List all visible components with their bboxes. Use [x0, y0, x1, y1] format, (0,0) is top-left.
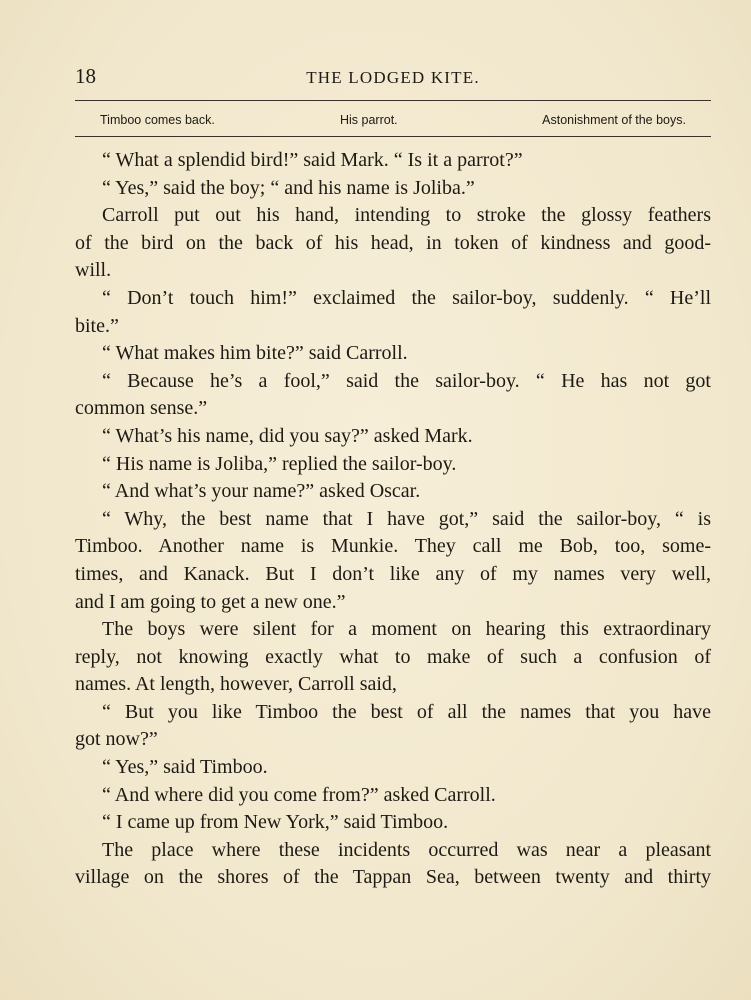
text-line: Timboo. Another name is Munkie. They call me Bob, too, some-: [75, 535, 711, 558]
text-line: “ His name is Joliba,” replied the sailor-boy.: [102, 452, 457, 475]
text-line: times, and Kanack. But I don’t like any of my names very well,: [75, 562, 711, 585]
text-line: “ Yes,” said the boy; “ and his name is Joliba.”: [102, 176, 475, 199]
subhead-right: Astonishment of the boys.: [542, 113, 686, 127]
subhead-left: Timboo comes back.: [100, 113, 215, 127]
body-text: [75, 147, 711, 892]
text-line: will.: [75, 259, 112, 282]
subhead-center: His parrot.: [340, 113, 398, 127]
page-header: [75, 64, 711, 94]
text-line: “ What a splendid bird!” said Mark. “ Is it a parrot?”: [102, 149, 523, 171]
text-line: Carroll put out his hand, intending to stroke the glossy feathers: [102, 204, 711, 227]
text-line: “ And what’s your name?” asked Oscar.: [102, 480, 421, 503]
text-line: “ What’s his name, did you say?” asked Mark.: [102, 424, 473, 447]
text-line: “ And where did you come from?” asked Carroll.: [102, 783, 496, 806]
running-title: THE LODGED KITE.: [306, 68, 480, 87]
text-line: got now?”: [75, 728, 158, 751]
text-line: common sense.”: [75, 397, 208, 420]
text-line: The boys were silent for a moment on hearing this extraordinary: [102, 618, 711, 641]
text-line: “ But you like Timboo the best of all the names that you have: [102, 700, 711, 723]
text-line: “ Don’t touch him!” exclaimed the sailor-boy, suddenly. “ He’ll: [102, 286, 711, 309]
text-line: and I am going to get a new one.”: [75, 590, 346, 613]
text-line: bite.”: [75, 314, 119, 337]
text-line: The place where these incidents occurred was near a pleasant: [102, 838, 711, 861]
text-line: “ I came up from New York,” said Timboo.: [102, 811, 449, 834]
text-line: of the bird on the back of his head, in token of kindness and good-: [75, 231, 711, 254]
text-line: “ Why, the best name that I have got,” said the sailor-boy, “ is: [102, 507, 711, 530]
text-line: village on the shores of the Tappan Sea, between twenty and thirty: [75, 866, 711, 889]
text-line: reply, not knowing exactly what to make of such a confusion of: [75, 645, 711, 668]
text-line: “ Because he’s a fool,” said the sailor-boy. “ He has not got: [102, 369, 711, 392]
page-number: 18: [75, 64, 96, 88]
text-line: names. At length, however, Carroll said,: [75, 673, 397, 696]
header-rule-top: [75, 100, 711, 101]
header-rule-bottom: [75, 136, 711, 137]
text-line: “ Yes,” said Timboo.: [102, 756, 268, 779]
text-line: “ What makes him bite?” said Carroll.: [102, 342, 408, 365]
marginal-subheads: [100, 113, 686, 133]
